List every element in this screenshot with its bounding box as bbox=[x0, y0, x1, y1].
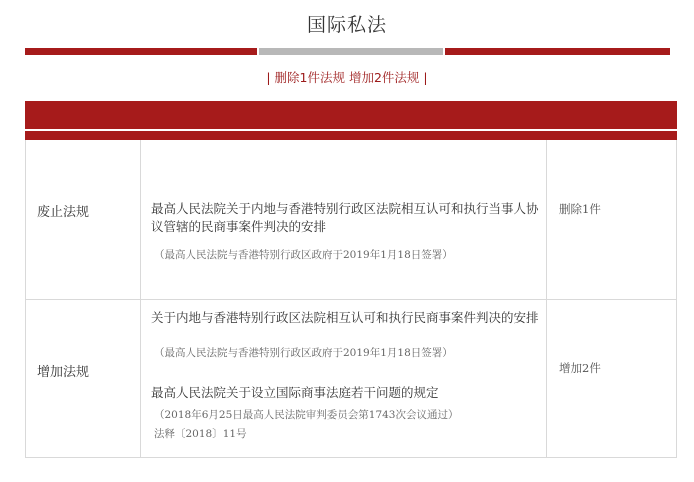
summary-text: 删除1件法规 增加2件法规 bbox=[274, 70, 420, 85]
row-category-repealed: 废止法规 bbox=[37, 205, 90, 220]
law-title: 关于内地与香港特别行政区法院相互认可和执行民商事案件判决的安排 bbox=[151, 310, 539, 325]
row-divider bbox=[26, 299, 676, 300]
page-title: 国际私法 bbox=[306, 14, 387, 36]
summary-pipe-left: | bbox=[266, 70, 271, 85]
summary-pipe-right: | bbox=[423, 70, 428, 85]
decorative-bar-middle bbox=[259, 48, 443, 55]
law-document-number: 法释〔2018〕11号 bbox=[154, 428, 247, 440]
law-title: 最高人民法院关于设立国际商事法庭若干问题的规定 bbox=[151, 385, 439, 400]
row-action-add: 增加2件 bbox=[559, 361, 601, 375]
law-note: （2018年6月25日最高人民法院审判委员会第1743次会议通过） bbox=[154, 409, 459, 421]
decorative-bar-left bbox=[25, 48, 257, 55]
decorative-bar-right bbox=[445, 48, 670, 55]
table-header-band bbox=[25, 101, 677, 129]
table-header-underline bbox=[25, 131, 677, 140]
summary-line bbox=[0, 68, 694, 86]
regulation-table bbox=[25, 140, 677, 458]
law-note: （最高人民法院与香港特别行政区政府于2019年1月18日签署） bbox=[154, 347, 453, 359]
law-note: （最高人民法院与香港特别行政区政府于2019年1月18日签署） bbox=[154, 249, 453, 261]
row-category-added: 增加法规 bbox=[37, 365, 90, 380]
law-title: 最高人民法院关于内地与香港特别行政区法院相互认可和执行当事人协议管辖的民商事案件判决的安排 bbox=[151, 201, 539, 234]
row-action-delete: 删除1件 bbox=[559, 202, 601, 216]
